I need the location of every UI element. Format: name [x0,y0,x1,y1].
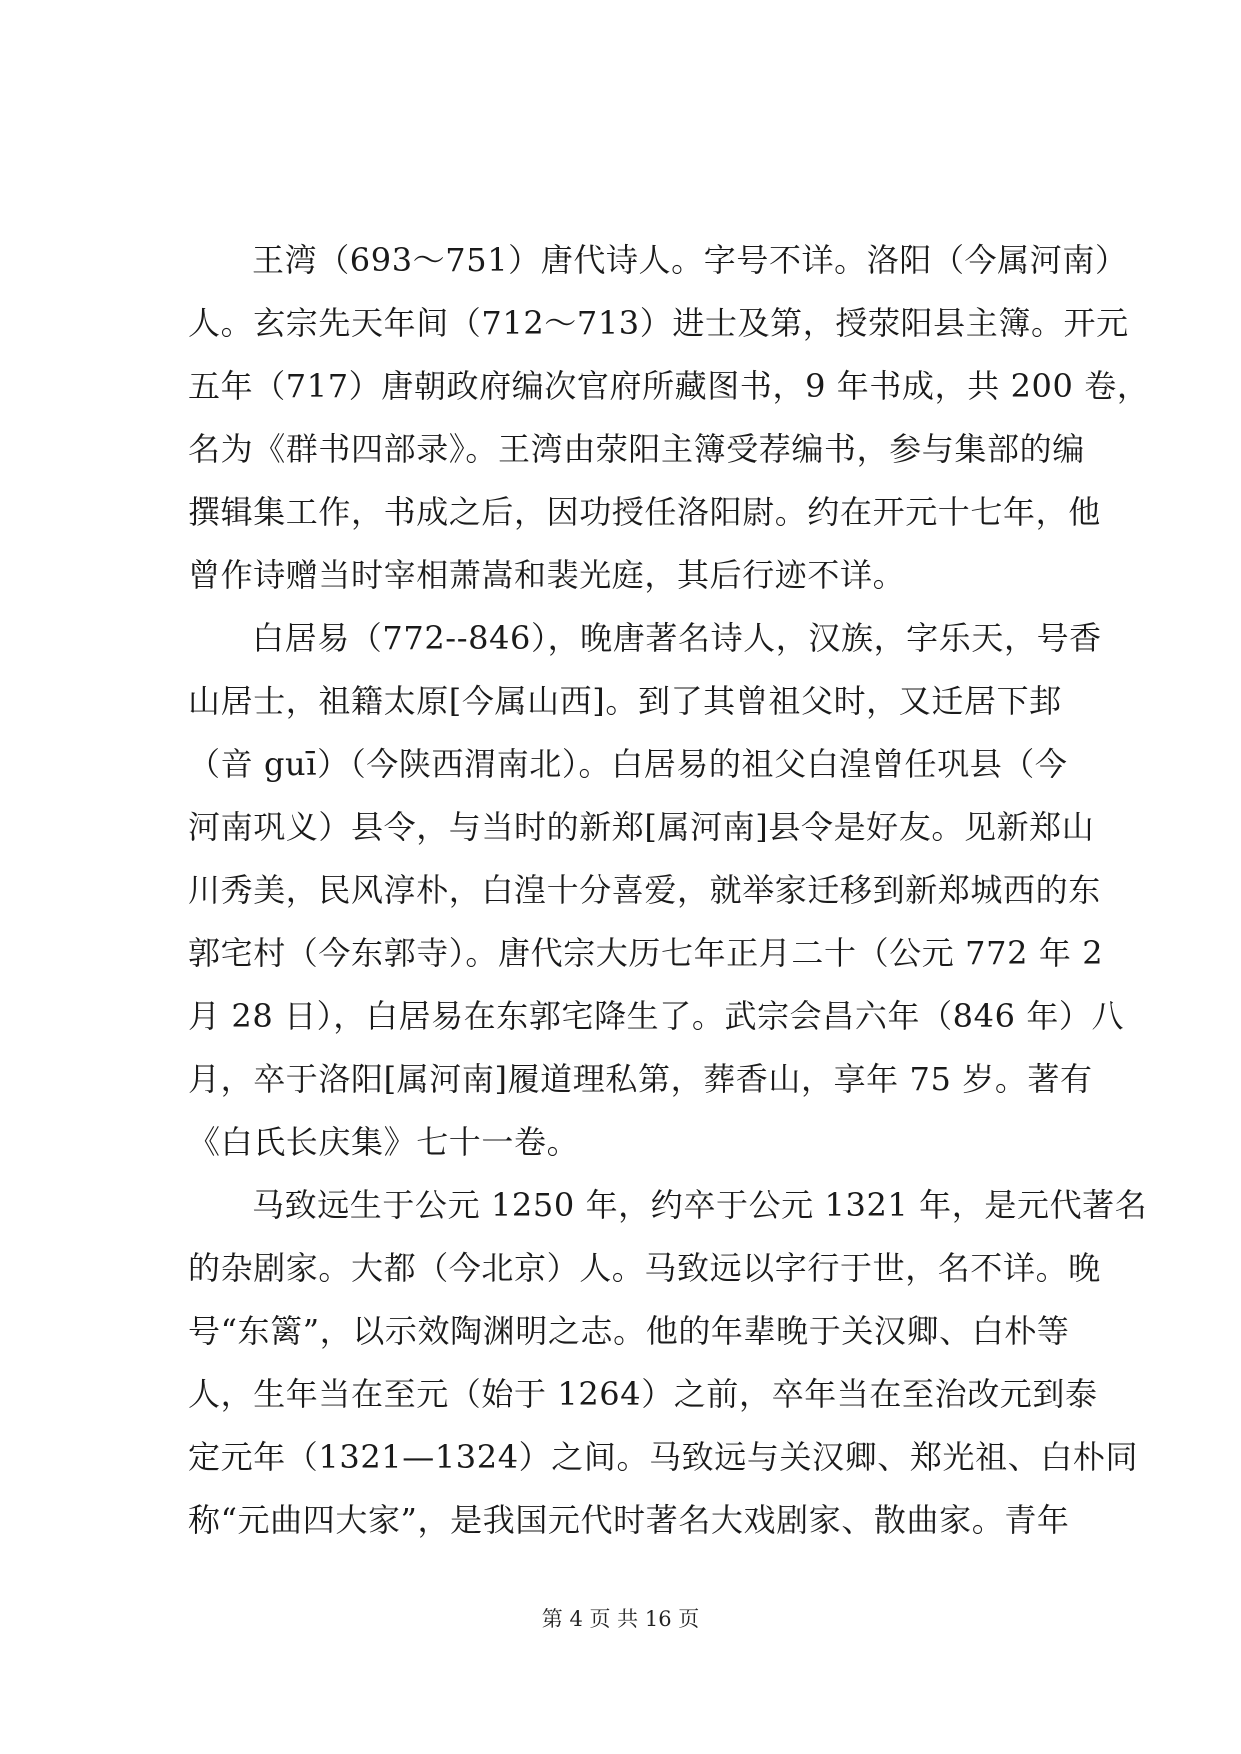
text-line: 《白氏长庆集》七十一卷。 [188,1123,580,1161]
paragraph-bai-juyi [188,607,1125,1174]
text-line: 马致远生于公元 1250 年，约卒于公元 1321 年，是元代著名 [252,1186,1148,1224]
text-line: 白居易（772--846），晚唐著名诗人，汉族，字乐天，号香 [252,619,1102,657]
body-text [188,229,1150,1552]
text-line: 定元年（1321—1324）之间。马致远与关汉卿、郑光祖、白朴同 [188,1438,1139,1476]
text-line: 郭宅村（今东郭寺）。唐代宗大历七年正月二十（公元 772 年 2 [188,934,1104,972]
text-line: 称“元曲四大家”，是我国元代时著名大戏剧家、散曲家。青年 [188,1501,1070,1539]
paragraph-wang-wan [188,229,1150,607]
page-footer: 第 4 页 共 16 页 [541,1607,700,1631]
text-line: 川秀美，民风淳朴，白湟十分喜爱，就举家迁移到新郑城西的东 [188,871,1101,909]
text-line: 撰辑集工作，书成之后，因功授任洛阳尉。约在开元十七年，他 [188,493,1101,531]
text-line: 曾作诗赠当时宰相萧嵩和裴光庭，其后行迹不详。 [188,556,906,594]
text-line: 五年（717）唐朝政府编次官府所藏图书，9 年书成，共 200 卷， [188,367,1150,405]
paragraph-ma-zhiyuan [188,1174,1148,1552]
text-line: 河南巩义）县令，与当时的新郑[属河南]县令是好友。见新郑山 [188,808,1095,846]
text-line: 月，卒于洛阳[属河南]履道理私第，葬香山，享年 75 岁。著有 [188,1060,1093,1098]
text-line: （音 guī）（今陕西渭南北）。白居易的祖父白湟曾任巩县（今 [188,745,1068,783]
text-line: 号“东篱”，以示效陶渊明之志。他的年辈晚于关汉卿、白朴等 [188,1312,1070,1350]
text-line: 人。玄宗先天年间（712～713）进士及第，授荥阳县主簿。开元 [188,304,1129,342]
text-line: 山居士，祖籍太原[今属山西]。到了其曾祖父时，又迁居下邽 [188,682,1062,720]
text-line: 的杂剧家。大都（今北京）人。马致远以字行于世，名不详。晚 [188,1249,1101,1287]
text-line: 月 28 日），白居易在东郭宅降生了。武宗会昌六年（846 年）八 [188,997,1125,1035]
text-line: 王湾（693～751）唐代诗人。字号不详。洛阳（今属河南） [252,241,1128,279]
text-line: 名为《群书四部录》。王湾由荥阳主簿受荐编书，参与集部的编 [188,430,1085,468]
text-line: 人，生年当在至元（始于 1264）之前，卒年当在至治改元到泰 [188,1375,1098,1413]
